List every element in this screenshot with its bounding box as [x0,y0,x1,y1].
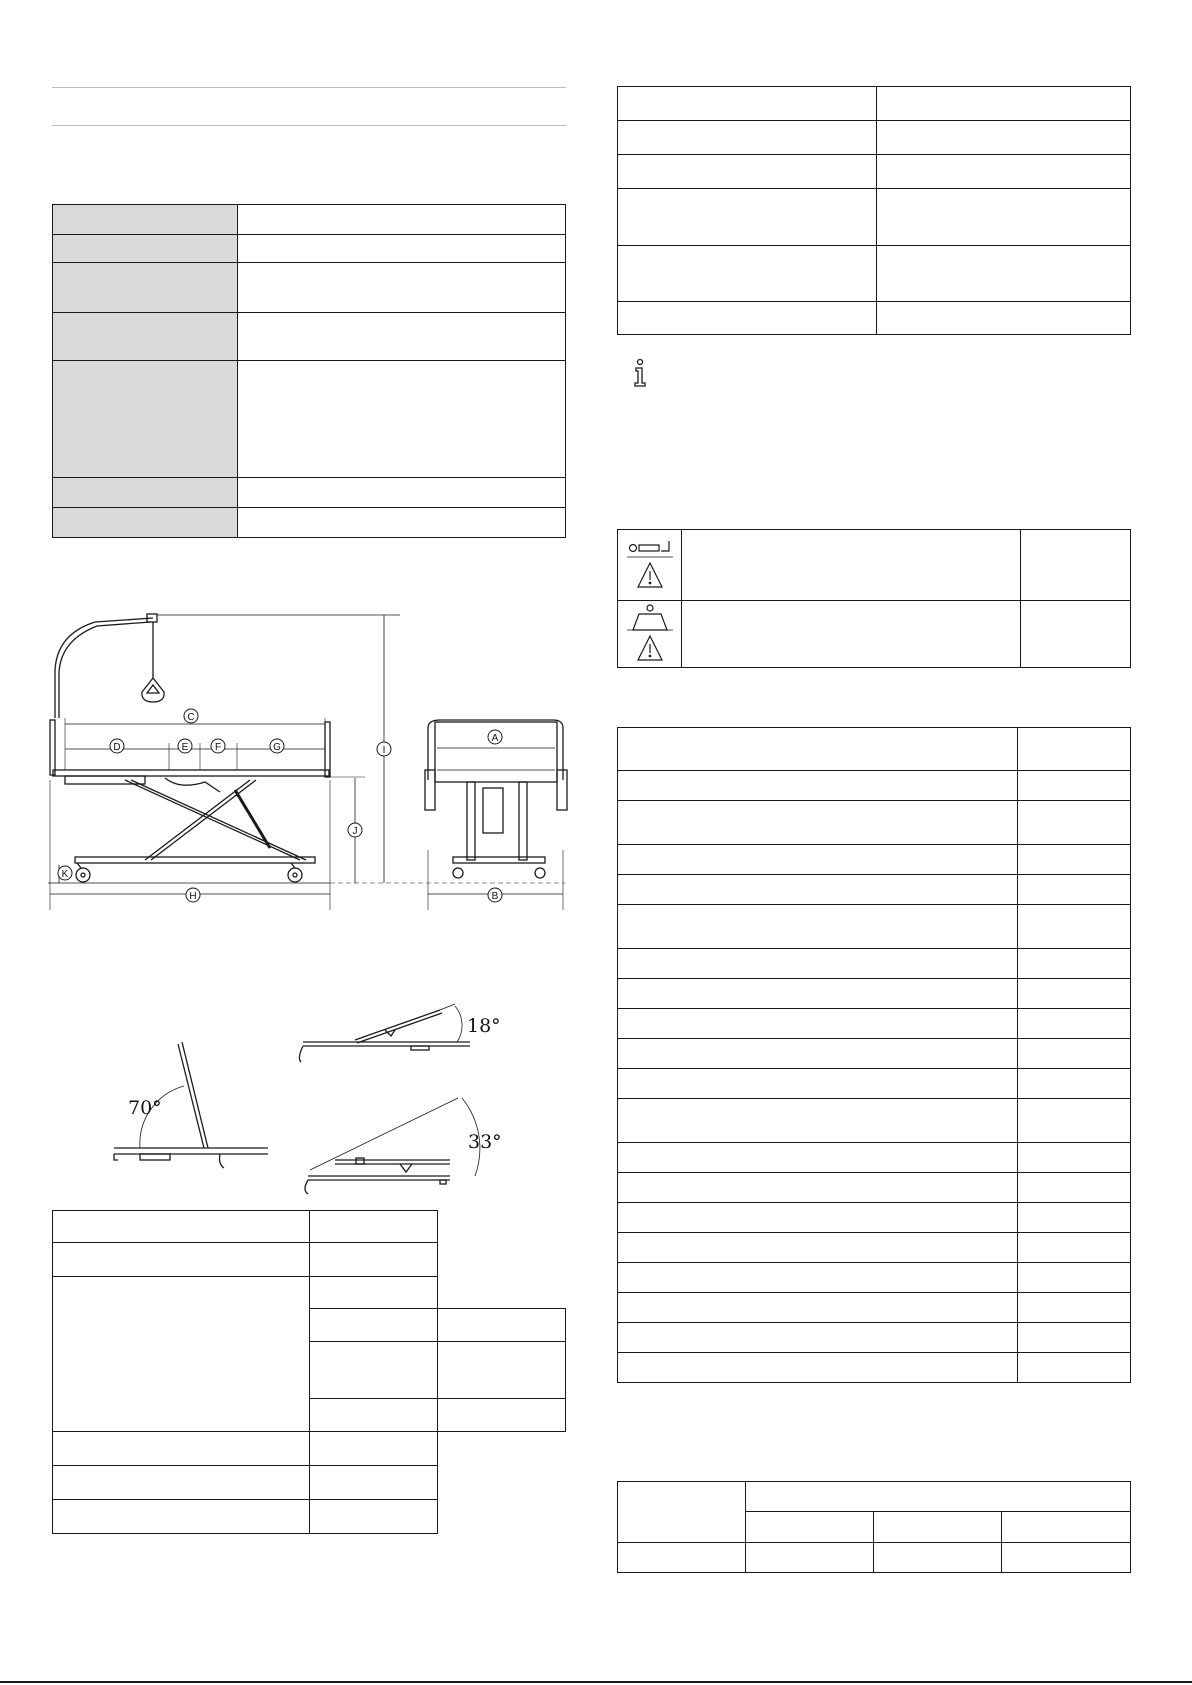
table-row [53,1500,566,1534]
table-row [618,949,1131,979]
footer-rule [0,1681,1192,1683]
table-row [618,155,1131,189]
tilt-angle-diagram [300,1090,520,1200]
bottom-table [617,1481,1131,1573]
table-row [53,508,566,538]
table-row [53,1466,566,1500]
table-row [618,530,1131,601]
table-row [618,302,1131,335]
side-load-warning-icon [625,535,675,595]
table-row [53,361,566,478]
table-row [53,263,566,313]
dim-label-b: B [491,891,499,902]
dim-label-k: K [61,869,69,880]
table-row [618,601,1131,668]
adjust-table [52,1210,566,1534]
thigh-angle-diagram [295,1000,515,1090]
table-row [618,1482,1131,1512]
dim-label-d: D [113,742,121,753]
angle-label-tilt: 33° [468,1131,502,1153]
table-row [618,845,1131,875]
table-row [618,1069,1131,1099]
table-row [53,1243,566,1277]
table-row [53,1211,566,1243]
dim-label-e: E [181,742,189,753]
table-row [618,1233,1131,1263]
table-row [618,979,1131,1009]
table-row [618,87,1131,121]
table-row [618,1099,1131,1143]
list-table [617,727,1131,1383]
table-row [618,1143,1131,1173]
angle-label-thigh: 18° [467,1015,501,1037]
angle-label-backrest: 70° [128,1097,162,1119]
table-row [618,875,1131,905]
table-row [618,1543,1131,1573]
table-row [618,728,1131,771]
info-icon [630,358,650,388]
dim-label-c: C [187,712,195,723]
table-row [618,1323,1131,1353]
dim-label-a: A [491,733,499,744]
table-row [618,1353,1131,1383]
table-row [618,1293,1131,1323]
center-load-warning-icon [625,604,675,664]
table-row [53,478,566,508]
load-warning-table [617,529,1131,668]
header-rule-top [52,87,566,88]
table-row [618,189,1131,246]
table-row [53,1277,566,1309]
table-row [618,121,1131,155]
header-rule-bottom [52,125,566,126]
table-row [618,1009,1131,1039]
table-row [53,313,566,361]
table-row [618,1173,1131,1203]
table-row [618,801,1131,845]
backrest-angle-diagram [110,1030,280,1170]
table-row [618,1263,1131,1293]
table-row [618,905,1131,949]
table-row [618,1039,1131,1069]
dim-label-h: H [189,891,197,902]
dim-label-i: I [382,745,386,756]
spec-table [52,204,566,538]
dim-label-j: J [352,826,358,837]
table-row [53,1432,566,1466]
dim-label-g: G [273,742,281,753]
table-row [53,235,566,263]
dim-label-f: F [214,742,222,753]
bed-dimension-drawing [45,610,575,920]
table-row [618,1203,1131,1233]
table-row [618,246,1131,302]
table-row [618,771,1131,801]
table-row [53,205,566,235]
top-right-table [617,86,1131,335]
